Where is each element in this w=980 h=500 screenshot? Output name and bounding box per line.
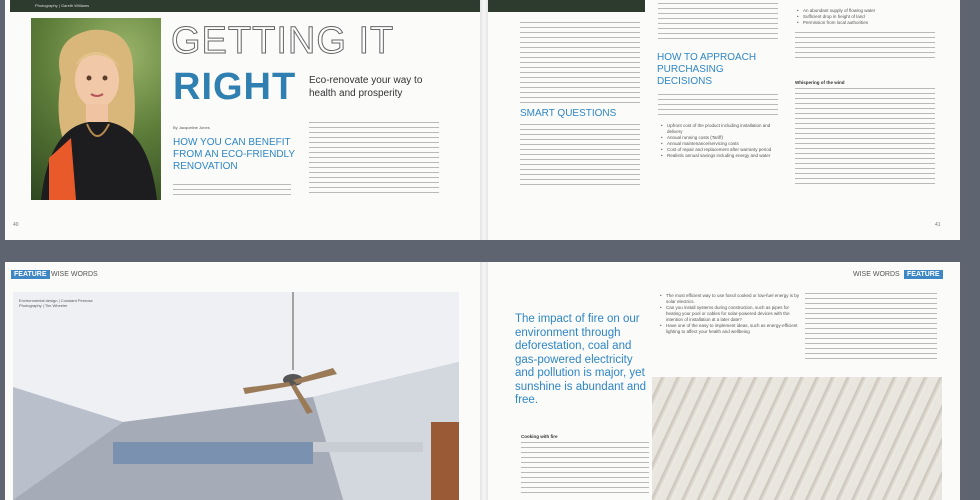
page-number-right: 41 <box>935 222 941 228</box>
section-name-left: WISE WORDS <box>51 271 98 278</box>
article-subtitle: Eco-renovate your way to health and prosperity <box>309 75 423 99</box>
portrait-illustration <box>31 18 161 200</box>
bottom-bullet-list <box>660 293 800 335</box>
sidebar-bullet-list <box>797 8 937 26</box>
photo-credit: Photography | Gareth Williams <box>35 3 90 8</box>
section-name-right: WISE WORDS <box>853 271 900 278</box>
list-item: • Sufficient drop in height of land <box>797 14 937 20</box>
column-2-text <box>309 122 439 197</box>
photo-caption: Environmental design | Constant Penrose Photography | Tim Wheeler <box>19 298 93 308</box>
list-item: • Cost of repair and replacement after warranty period <box>661 147 779 153</box>
bottom-right-text <box>805 293 937 363</box>
list-item: • Permission from local authorities <box>797 20 937 26</box>
list-item: • Realistic annual savings including energy and water <box>661 153 779 159</box>
magazine-spread-bottom <box>5 262 960 500</box>
page-gutter <box>480 0 488 240</box>
page-gutter <box>480 262 488 500</box>
list-item: • Annual maintenance/servicing costs <box>661 141 779 147</box>
window-blinds-photo <box>652 377 942 500</box>
approach-bullet-list <box>661 123 779 159</box>
fire-column-text <box>521 442 649 497</box>
article-title-line2: RIGHT <box>173 66 297 108</box>
column-3b-text <box>520 124 640 189</box>
author-portrait <box>31 18 161 200</box>
heading-approach: HOW TO APPROACH PURCHASING DECISIONS <box>657 52 757 87</box>
article-byline: By Jacqueline Jones <box>173 125 210 130</box>
page-number-left: 40 <box>13 222 19 228</box>
list-item: • Have one of the easy to implement ideas, such as energy-efficient lighting to affect your health and wellbeing <box>660 323 800 335</box>
magazine-spread-top <box>5 0 960 240</box>
interior-ceiling-photo <box>13 292 459 500</box>
heading-sidebar: Whispering of the wind <box>795 80 845 85</box>
heading-fire: Cooking with fire <box>521 434 558 439</box>
list-item: • An abundant supply of flowing water <box>797 8 937 14</box>
column-5-text <box>795 32 935 62</box>
list-item: • Upfront cost of the product including installation and delivery <box>661 123 779 135</box>
top-photo-strip <box>10 0 645 12</box>
article-title-line1: GETTING IT <box>171 20 395 62</box>
ceiling-illustration <box>13 292 459 500</box>
list-item: • The most efficient way to use fossil cooked or low-fuel energy is by solar electrics. <box>660 293 800 305</box>
column-1-text <box>173 184 291 199</box>
heading-benefit: HOW YOU CAN BENEFIT FROM AN ECO-FRIENDLY RENOVATION <box>173 137 295 172</box>
column-4-text <box>658 3 778 43</box>
column-4b-text <box>658 94 778 119</box>
list-item: • Can you install systems during construction, such as pipes for heating your pool or cables for solar-powered devices with the intention of installation at a later date? <box>660 305 800 323</box>
list-item: • Annual running costs (Tariff) <box>661 135 779 141</box>
feature-tag-left: FEATURE <box>11 270 50 279</box>
heading-smart-questions: SMART QUESTIONS <box>520 108 617 119</box>
feature-tag-right: FEATURE <box>904 270 943 279</box>
column-5b-text <box>795 88 935 188</box>
column-3-text <box>520 22 640 107</box>
pull-quote: The impact of fire on our environment through deforestation, coal and gas-powered electricity and pollution is major, yet sunshine is abundant and free. <box>515 313 647 406</box>
